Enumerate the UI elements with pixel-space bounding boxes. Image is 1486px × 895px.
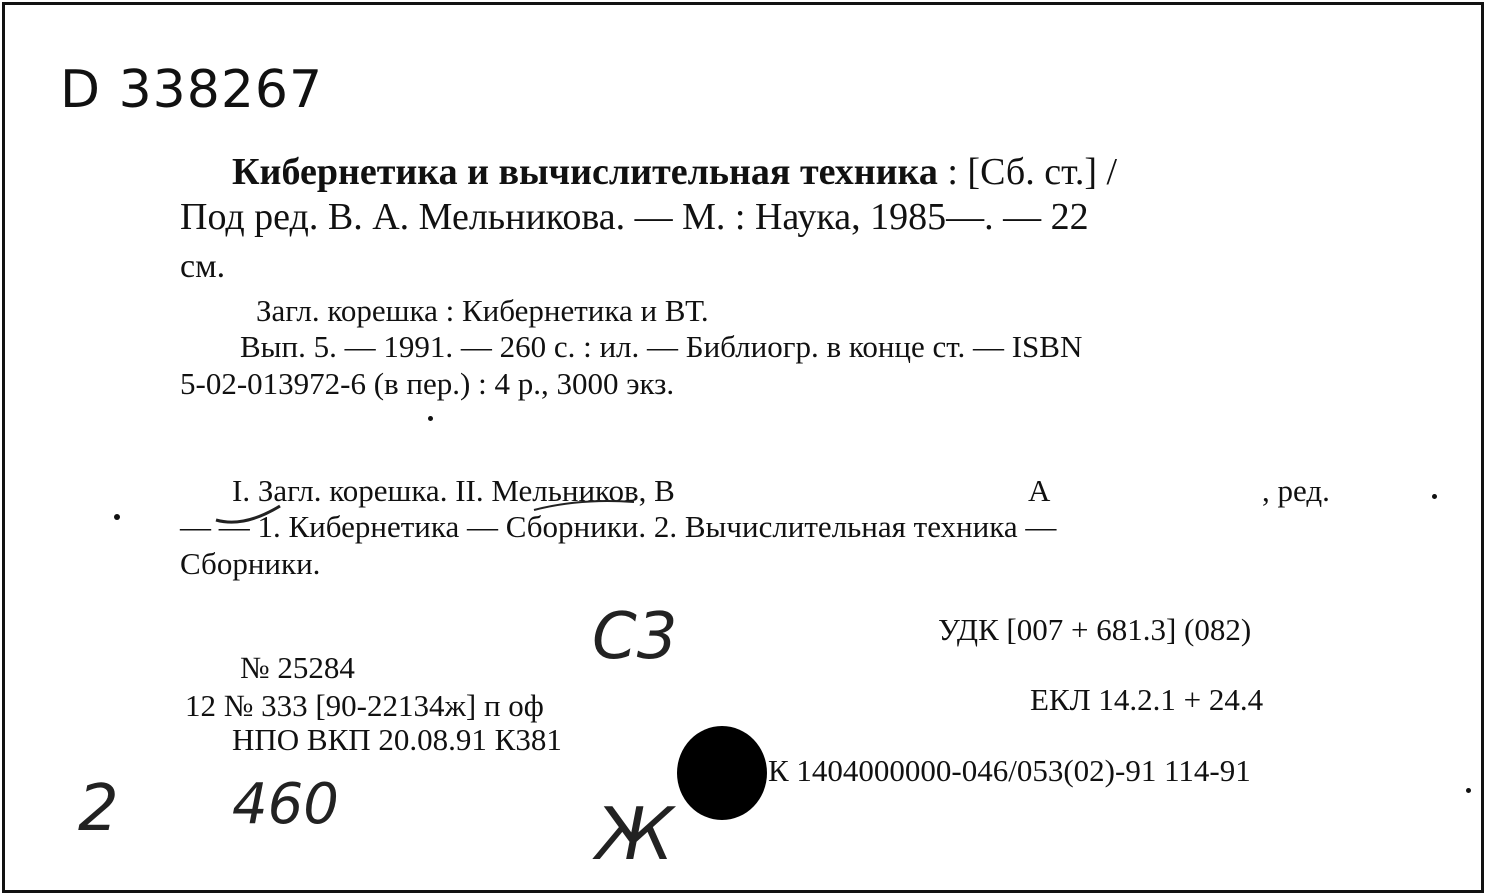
pen-underline bbox=[530, 490, 640, 520]
punch-hole-dot bbox=[677, 726, 767, 820]
title-line-2: Под ред. В. А. Мельникова. — М. : Наука, 1985—. — 22 bbox=[180, 196, 1089, 238]
title-main: Кибернетика и вычислительная техника bbox=[232, 151, 938, 193]
handwritten-mark: Ж bbox=[596, 792, 674, 876]
tracing-line-1c: , ред. bbox=[1262, 473, 1330, 508]
handwritten-price: 460 bbox=[232, 772, 339, 837]
order-line: 12 № 333 [90-22134ж] п оф bbox=[185, 688, 544, 723]
speck bbox=[428, 416, 433, 421]
registration-number: № 25284 bbox=[240, 650, 355, 685]
accession-number: D 338267 bbox=[60, 60, 324, 120]
speck bbox=[1432, 494, 1437, 499]
tracing-line-2: — — 1. Кибернетика — Сборники. 2. Вычислительная техника — bbox=[180, 509, 1057, 544]
tracing-line-1a: I. Загл. корешка. II. Мельников, В bbox=[232, 473, 675, 508]
title-line-1 bbox=[232, 150, 1117, 194]
pen-stroke bbox=[214, 500, 284, 530]
title-line-3: см. bbox=[180, 248, 226, 285]
note-line-3: 5-02-013972-6 (в пер.) : 4 р., 3000 экз. bbox=[180, 366, 675, 401]
npo-line: НПО ВКП 20.08.91 К381 bbox=[232, 722, 562, 757]
ekl-code: ЕКЛ 14.2.1 + 24.4 bbox=[1030, 682, 1264, 717]
title-suffix: : [Сб. ст.] / bbox=[937, 151, 1118, 193]
udk-code: УДК [007 + 681.3] (082) bbox=[938, 612, 1252, 647]
note-line-2: Вып. 5. — 1991. — 260 с. : ил. — Библиогр. в конце ст. — ISBN bbox=[240, 329, 1083, 364]
k-code: К 1404000000-046/053(02)-91 114-91 bbox=[768, 753, 1251, 788]
handwritten-two: 2 bbox=[78, 772, 119, 846]
speck bbox=[1466, 788, 1471, 793]
tracing-line-3: Сборники. bbox=[180, 546, 321, 581]
tracing-line-1b: А bbox=[1028, 473, 1051, 508]
handwritten-c3: С3 bbox=[592, 600, 678, 674]
note-line-1: Загл. корешка : Кибернетика и ВТ. bbox=[256, 293, 709, 328]
speck bbox=[114, 514, 120, 520]
